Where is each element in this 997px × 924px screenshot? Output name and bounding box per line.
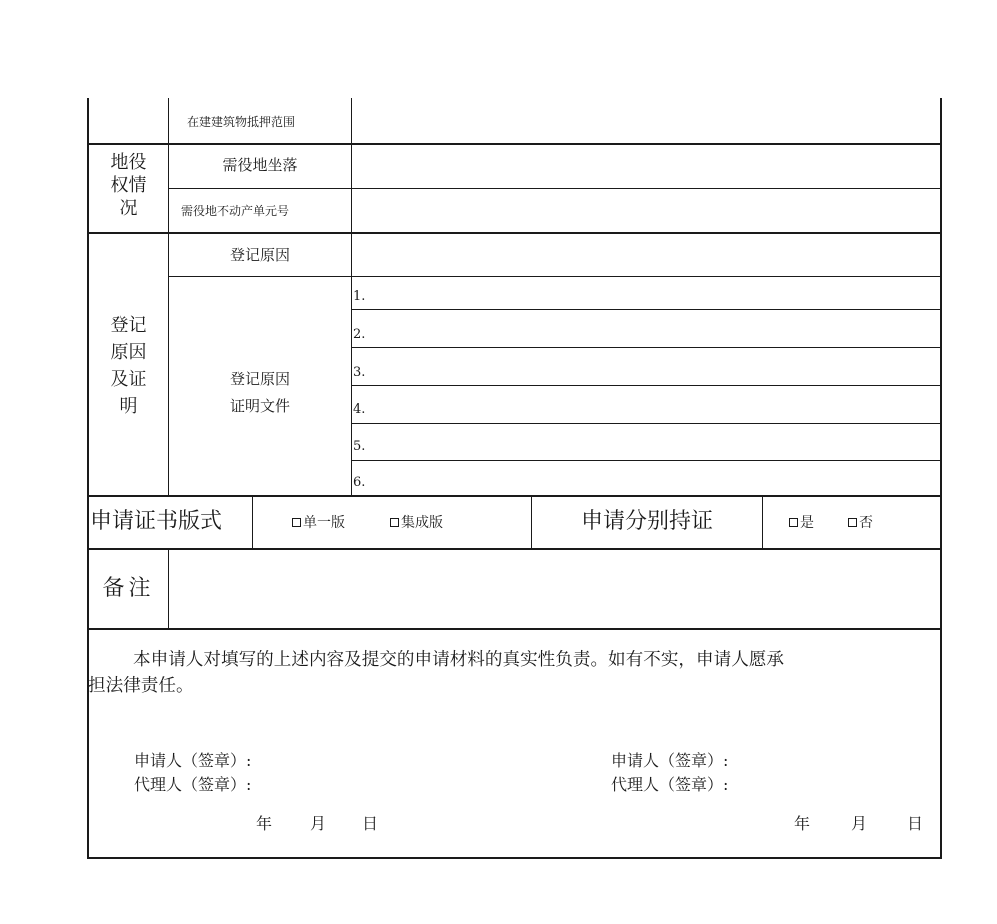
reason-label: 登记原因 [229,246,290,264]
servient-location-label: 需役地坐落 [222,156,298,174]
checkbox-no[interactable] [848,518,857,527]
separate-cert-label: 申请分别持证 [580,509,713,534]
reason-section-line-2: 原因 [110,342,147,363]
construction-scope-label: 在建建筑物抵押范围 [187,115,296,129]
declaration-line-1: 本申请人对填写的上述内容及提交的申请材料的真实性负责。如有不实，申请人愿承 [133,650,784,670]
date-day-left: 日 [362,814,379,833]
rule-232 [87,232,942,234]
option-yes-label: 是 [800,515,814,531]
divider-col2 [351,98,352,496]
applicant-signature-right: 申请人（签章）: [611,751,729,770]
docs-label-line-1: 登记原因 [229,370,290,388]
agent-signature-right: 代理人（签章）: [611,775,729,794]
rule-276 [168,276,942,277]
docs-label [169,366,351,420]
easement-line-2: 权情 [110,175,147,196]
remarks-label: 备注 [102,576,155,601]
easement-line-1: 地役 [110,152,147,173]
checkbox-single[interactable] [292,518,301,527]
divider-cert-3 [762,496,763,549]
applicant-signature-left: 申请人（签章）: [134,751,252,770]
remarks-field[interactable] [170,551,939,627]
doc-item-5: 5. [353,439,366,454]
reason-section-line-4: 明 [119,396,138,417]
servient-unit-label: 需役地不动产单元号 [181,204,290,218]
date-month-right: 月 [851,814,868,833]
divider-remarks [168,549,169,629]
rule-doc-1 [351,309,942,310]
certificate-format-label: 申请证书版式 [90,509,223,534]
border-bottom [87,857,942,859]
reason-section-label [89,312,168,420]
doc-item-6: 6. [353,475,366,490]
rule-629 [87,628,942,630]
option-combined-label: 集成版 [401,515,443,531]
rule-doc-5 [351,460,942,461]
checkbox-yes[interactable] [789,518,798,527]
date-month-left: 月 [310,814,327,833]
reason-section-line-1: 登记 [110,315,147,336]
rule-143 [87,143,942,145]
easement-line-3: 况 [119,198,138,219]
rule-doc-3 [351,385,942,386]
rule-496 [87,495,942,497]
easement-section-label [89,151,168,220]
option-combined[interactable] [390,516,443,530]
rule-188 [168,188,942,189]
doc-item-2: 2. [353,327,366,342]
date-year-left: 年 [256,814,273,833]
border-right [940,98,942,859]
option-single[interactable] [292,516,345,530]
rule-549 [87,548,942,550]
date-year-right: 年 [794,814,811,833]
agent-signature-left: 代理人（签章）: [134,775,252,794]
option-no[interactable] [848,516,873,530]
declaration-line-2: 担法律责任。 [88,676,194,696]
date-day-right: 日 [907,814,924,833]
reason-section-line-3: 及证 [110,369,147,390]
checkbox-combined[interactable] [390,518,399,527]
rule-doc-2 [351,347,942,348]
option-no-label: 否 [859,515,873,531]
divider-cert-1 [252,496,253,549]
option-single-label: 单一版 [303,515,345,531]
doc-item-1: 1. [353,289,366,304]
docs-label-line-2: 证明文件 [229,397,290,415]
doc-item-3: 3. [353,365,366,380]
option-yes[interactable] [789,516,814,530]
rule-doc-4 [351,423,942,424]
doc-item-4: 4. [353,402,366,417]
